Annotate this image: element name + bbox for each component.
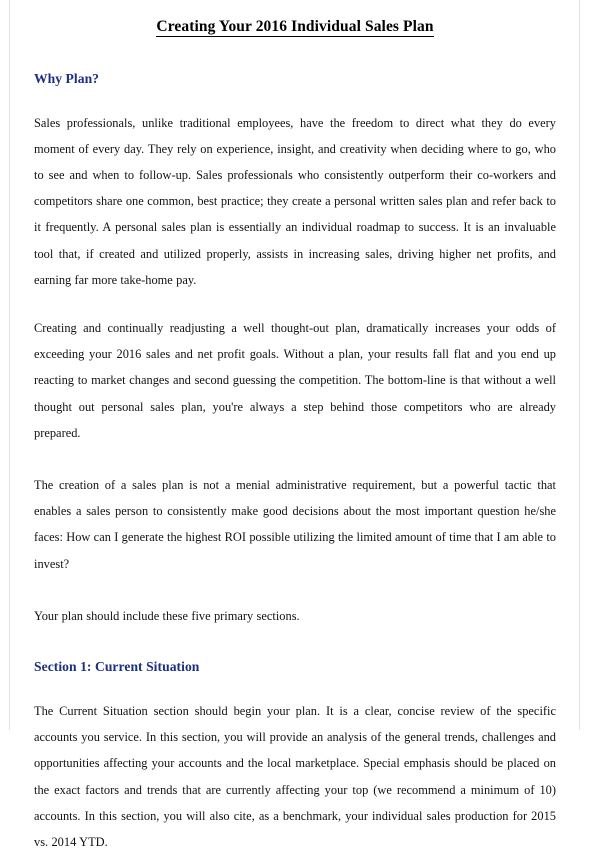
- heading-why-plan: Why Plan?: [34, 70, 100, 86]
- paragraph-why-plan-3: The creation of a sales plan is not a menial administrative requirement, but a powerful tactic that enables a sales person to consistently make good decisions about the most important question he/she faces: How can I generate the highest ROI possible utilizing the limited amount of time that I am able to invest?: [34, 478, 557, 571]
- spacer-par-3-4: [34, 577, 556, 603]
- spacer-after-section-1-heading: [34, 676, 556, 698]
- document-body: [34, 0, 556, 855]
- heading-section-1: Section 1: Current Situation: [34, 659, 200, 675]
- page-title: [34, 18, 556, 37]
- paragraph-why-plan-2: Creating and continually readjusting a well thought-out plan, dramatically increases your odds of exceeding your 2016 sales and net profit goals. Without a plan, your results fall flat and you end up reacting to market changes and second guessing the competition. The bottom-line is that without a well thought out personal sales plan, you're always a step behind those competitors who are already prepared.: [34, 321, 556, 440]
- spacer-before-section-1: [34, 629, 556, 659]
- spacer-after-why-plan-heading: [34, 88, 556, 110]
- page-title-text: Creating Your 2016 Individual Sales Plan: [156, 18, 434, 35]
- paragraph-five-sections-note: Your plan should include these five primary sections.: [34, 608, 300, 623]
- spacer-par-1-2: [34, 293, 556, 315]
- paragraph-section-1-1: The Current Situation section should begin your plan. It is a clear, concise review of the specific accounts you service. In this section, you will provide an analysis of the general trends, challenges and opportunities affecting your accounts and the local marketplace. Special emphasis should be placed on the exact factors and trends that are currently affecting your top (we recommend a minimum of 10) accounts. In this section, you will also cite, as a benchmark, your individual sales production for 2015 vs. 2014 YTD.: [34, 704, 556, 850]
- top-spacer: [34, 0, 556, 18]
- paragraph-why-plan-1: Sales professionals, unlike traditional employees, have the freedom to direct what they do every moment of every day. They rely on experience, insight, and creativity when deciding where to go, who to see and when to follow-up. Sales professionals who consistently outperform their co-workers and competitors share one common, best practice; they create a personal written sales plan and refer back to it frequently. A personal sales plan is essentially an individual roadmap to success. It is an invaluable tool that, if created and utilized properly, assists in increasing sales, driving higher net profits, and earning far more take-home pay.: [34, 115, 556, 287]
- document-page: [9, 0, 580, 850]
- spacer-par-2-3: [34, 446, 556, 472]
- title-bottom-spacer: [34, 37, 556, 71]
